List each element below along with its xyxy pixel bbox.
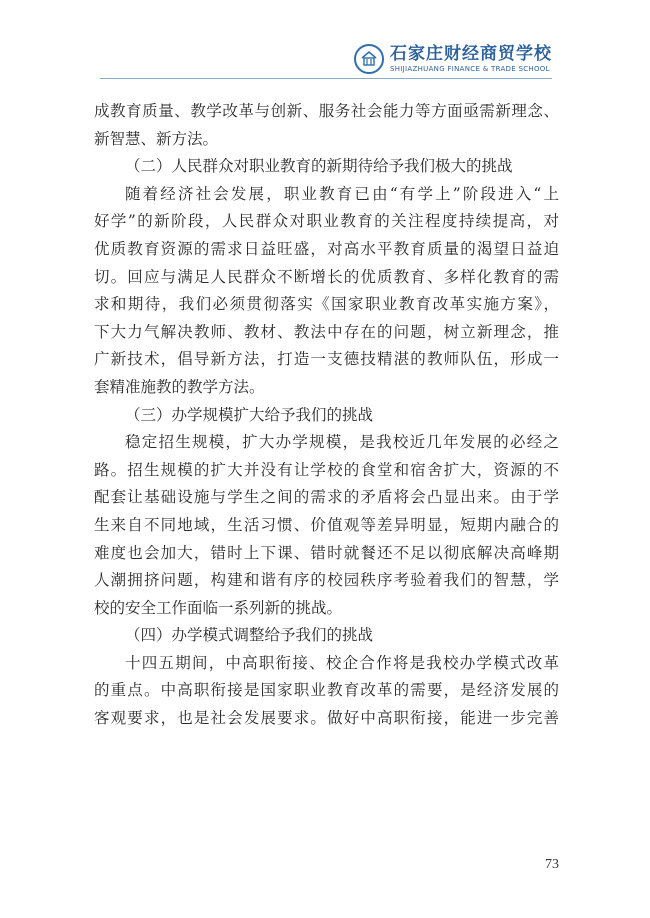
- text-line: 路。招生规模的扩大并没有让学校的食堂和宿舍扩大，资源的不: [94, 460, 559, 479]
- school-emblem-icon: [354, 44, 384, 74]
- text-line: 十四五期间，中高职衔接、校企合作将是我校办学模式改革: [125, 653, 559, 672]
- paragraph-section-4: [94, 650, 559, 733]
- text-line: 随着经济社会发展，职业教育已由“有学上”阶段进入“上: [125, 184, 559, 203]
- text-line: 难度也会加大，错时上下课、错时就餐还不足以彻底解决高峰期: [94, 543, 559, 562]
- text-line: 好学”的新阶段，人民群众对职业教育的关注程度持续提高，对: [94, 212, 559, 231]
- text-line: 稳定招生规模，扩大办学规模，是我校近几年发展的必经之: [125, 433, 559, 452]
- text-line: 成教育质量、教学改革与创新、服务社会能力等方面亟需新理念、: [94, 102, 559, 120]
- paragraph-section-3: [94, 429, 559, 622]
- text-line: 客观要求，也是社会发展要求。做好中高职衔接，能进一步完善: [94, 709, 559, 728]
- text-line: 人潮拥挤问题，构建和谐有序的校园秩序考验着我们的智慧，学: [94, 571, 559, 590]
- school-title-block: [390, 45, 552, 74]
- school-name-english: SHIJIAZHUANG FINANCE & TRADE SCHOOL: [390, 64, 550, 73]
- section-heading-2: （二）人民群众对职业教育的新期待给予我们极大的挑战: [125, 157, 513, 176]
- text-line: 新智慧、新方法。: [94, 129, 219, 148]
- text-line: 套精准施教的教学方法。: [94, 377, 265, 396]
- text-line: 求和期待，我们必须贯彻落实《国家职业教育改革实施方案》，: [94, 295, 559, 314]
- page-number: 73: [545, 857, 559, 872]
- text-line: 下大力气解决教师、教材、教法中存在的问题，树立新理念，推: [94, 322, 559, 341]
- paragraph-continued: [94, 98, 559, 153]
- text-line: 切。回应与满足人民群众不断增长的优质教育、多样化教育的需: [94, 267, 559, 286]
- text-line: 优质教育资源的需求日益旺盛，对高水平教育质量的渴望日益迫: [94, 239, 559, 258]
- text-line: 配套让基础设施与学生之间的需求的矛盾将会凸显出来。由于学: [94, 488, 559, 507]
- text-line: 广新技术，倡导新方法，打造一支德技精湛的教师队伍，形成一: [94, 350, 559, 369]
- section-heading-4: （四）办学模式调整给予我们的挑战: [125, 626, 374, 645]
- page-header: [354, 44, 552, 74]
- text-line: 的重点。中高职衔接是国家职业教育改革的需要，是经济发展的: [94, 681, 559, 700]
- paragraph-section-2: [94, 181, 559, 402]
- section-heading-3: （三）办学规模扩大给予我们的挑战: [125, 405, 374, 424]
- school-name: 石家庄财经商贸学校: [390, 43, 552, 64]
- text-line: 生来自不同地域，生活习惯、价值观等差异明显，短期内融合的: [94, 515, 559, 534]
- header-divider: [100, 78, 552, 79]
- text-line: 校的安全工作面临一系列新的挑战。: [94, 598, 343, 617]
- body-text: [94, 98, 559, 733]
